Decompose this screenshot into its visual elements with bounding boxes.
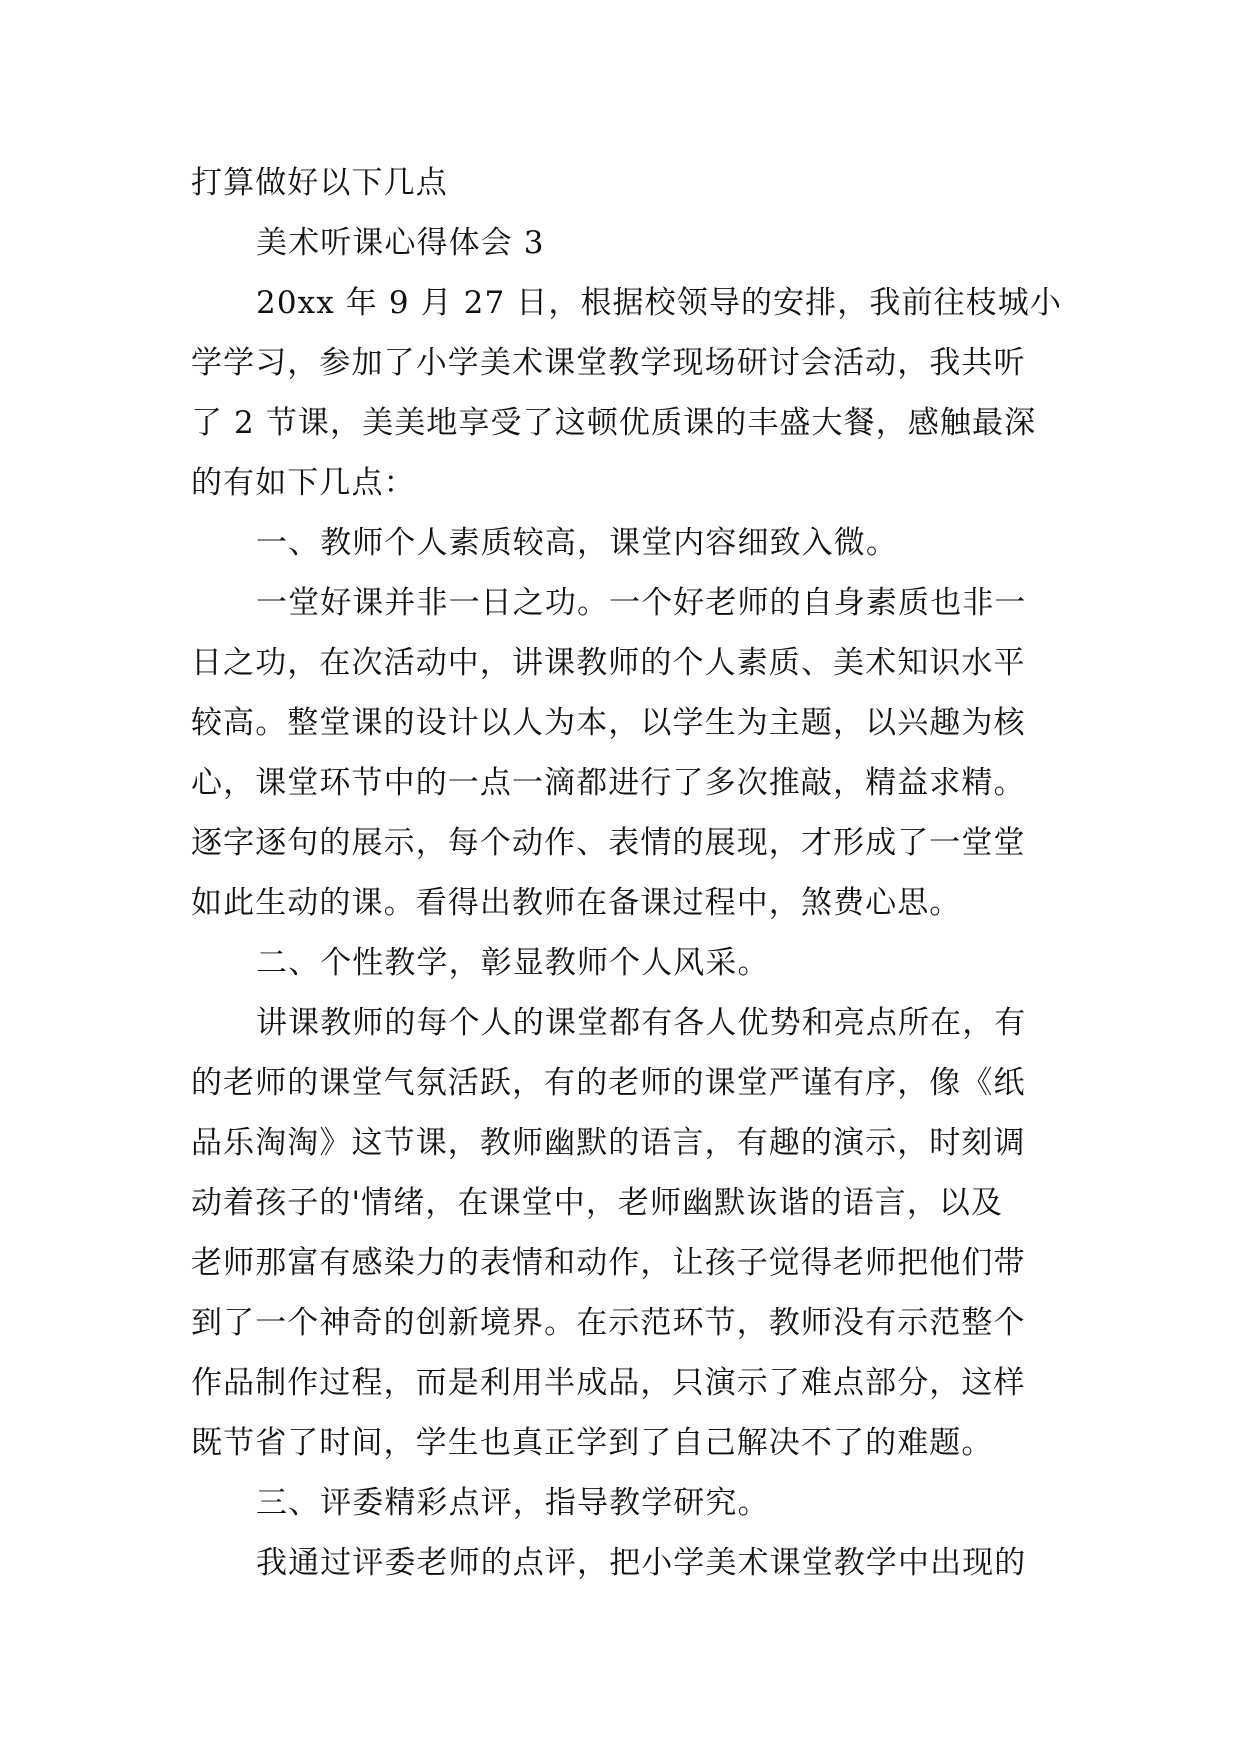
paragraph-line: 学学习，参加了小学美术课堂教学现场研讨会活动，我共听 bbox=[191, 345, 1026, 381]
section-title: 美术听课心得体会 3 bbox=[256, 225, 545, 261]
paragraph-line: 日之功，在次活动中，讲课教师的个人素质、美术知识水平 bbox=[191, 645, 1026, 681]
paragraph-line: 逐字逐句的展示，每个动作、表情的展现，才形成了一堂堂 bbox=[191, 825, 1026, 861]
paragraph-line: 较高。整堂课的设计以人为本，以学生为主题，以兴趣为核 bbox=[191, 705, 1026, 741]
paragraph-line: 的老师的课堂气氛活跃，有的老师的课堂严谨有序，像《纸 bbox=[191, 1065, 1026, 1101]
subheading: 二、个性教学，彰显教师个人风采。 bbox=[256, 945, 770, 981]
paragraph-line: 如此生动的课。看得出教师在备课过程中，煞费心思。 bbox=[191, 885, 962, 921]
paragraph-line: 动着孩子的'情绪，在课堂中，老师幽默诙谐的语言，以及 bbox=[191, 1185, 1004, 1221]
paragraph-line: 到了一个神奇的创新境界。在示范环节，教师没有示范整个 bbox=[191, 1305, 1026, 1341]
paragraph-line: 我通过评委老师的点评，把小学美术课堂教学中出现的 bbox=[256, 1545, 1027, 1581]
paragraph-line: 心，课堂环节中的一点一滴都进行了多次推敲，精益求精。 bbox=[191, 765, 1026, 801]
subheading: 三、评委精彩点评，指导教学研究。 bbox=[256, 1485, 770, 1521]
paragraph-line: 品乐淘淘》这节课，教师幽默的语言，有趣的演示，时刻调 bbox=[191, 1125, 1026, 1161]
paragraph-line: 一堂好课并非一日之功。一个好老师的自身素质也非一 bbox=[256, 585, 1027, 621]
paragraph-line: 的有如下几点： bbox=[191, 465, 416, 501]
paragraph-line: 20xx 年 9 月 27 日，根据校领导的安排，我前往枝城小 bbox=[256, 285, 1062, 321]
text-line: 打算做好以下几点 bbox=[191, 165, 448, 201]
subheading: 一、教师个人素质较高，课堂内容细致入微。 bbox=[256, 525, 898, 561]
paragraph-line: 老师那富有感染力的表情和动作，让孩子觉得老师把他们带 bbox=[191, 1245, 1026, 1281]
paragraph-line: 既节省了时间，学生也真正学到了自己解决不了的难题。 bbox=[191, 1425, 994, 1461]
paragraph-line: 作品制作过程，而是利用半成品，只演示了难点部分，这样 bbox=[191, 1365, 1026, 1401]
paragraph-line: 讲课教师的每个人的课堂都有各人优势和亮点所在，有 bbox=[256, 1005, 1027, 1041]
paragraph-line: 了 2 节课，美美地享受了这顿优质课的丰盛大餐，感触最深 bbox=[191, 405, 1037, 441]
